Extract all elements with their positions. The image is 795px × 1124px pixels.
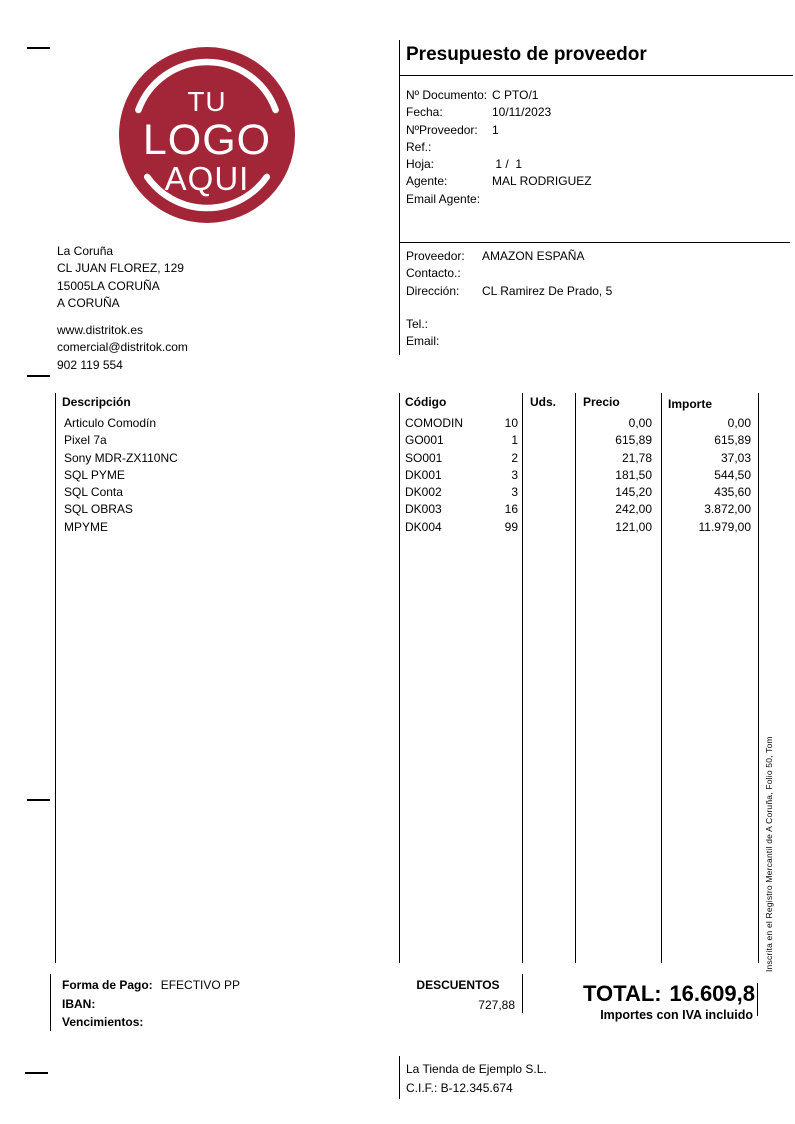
company-email: comercial@distritok.com: [57, 340, 188, 355]
doc-field-label: NºProveedor:: [406, 122, 478, 137]
item-code: DK004: [405, 519, 442, 534]
footer-cif: C.I.F.: B-12.345.674: [406, 1080, 513, 1095]
column-price: [580, 415, 652, 536]
item-units: 1: [511, 433, 518, 448]
item-code: GO001: [405, 433, 444, 448]
doc-field-label: Ref.:: [406, 139, 432, 154]
fold-mark-top: [27, 47, 50, 49]
table-rule-left: [55, 393, 56, 963]
doc-field-numero: [406, 87, 592, 104]
supplier-field-label: Proveedor:: [406, 249, 465, 263]
total-label: TOTAL:: [583, 981, 662, 1006]
item-description: Articulo Comodín: [64, 416, 157, 430]
doc-field-label: Fecha:: [406, 105, 443, 120]
supplier-field-label: Email:: [406, 334, 440, 349]
supplier-field-contacto: [406, 265, 612, 282]
supplier-field-value: AMAZON ESPAÑA: [482, 249, 585, 263]
doc-field-label: Email Agente:: [406, 191, 481, 206]
doc-field-nproveedor: [406, 122, 592, 139]
table-rule-amount: [661, 393, 662, 963]
company-address-line: 15005LA CORUÑA: [57, 278, 160, 293]
doc-field-value: 1 / 1: [492, 157, 523, 172]
header-left-rule: [399, 40, 400, 355]
payment-field-label: Vencimientos:: [62, 1015, 144, 1029]
payment-field-label: IBAN:: [62, 996, 96, 1011]
doc-field-value: 1: [492, 122, 499, 137]
item-amount: 11.979,00: [698, 519, 751, 534]
item-units: 99: [504, 519, 518, 534]
item-units: 3: [511, 467, 518, 482]
item-price: 145,20: [615, 485, 652, 500]
logo-placeholder-icon: [119, 47, 295, 223]
item-code: DK003: [405, 502, 442, 517]
total-row: [583, 981, 755, 1007]
title-underline: [399, 75, 793, 76]
item-units: 10: [504, 416, 518, 430]
payment-block: [62, 976, 240, 1032]
item-code: DK002: [405, 485, 442, 500]
item-code: DK001: [405, 467, 442, 482]
doc-field-label: Nº Documento:: [406, 88, 488, 102]
page-title: Presupuesto de proveedor: [406, 44, 647, 65]
item-price: 615,89: [615, 433, 652, 448]
discounts-label: DESCUENTOS: [416, 978, 500, 992]
footer-company-name: La Tienda de Ejemplo S.L.: [406, 1062, 547, 1076]
item-code: COMODIN: [405, 416, 463, 430]
item-amount: 0,00: [727, 416, 751, 430]
company-address-line: CL JUAN FLOREZ, 129: [57, 261, 184, 276]
supplier-field-email: [406, 333, 482, 350]
item-units: 16: [504, 502, 518, 517]
item-description: SQL Conta: [64, 485, 123, 500]
item-amount: 615,89: [714, 433, 751, 448]
column-header-description: Descripción: [62, 395, 131, 409]
item-units: 3: [511, 485, 518, 500]
doc-field-label: Hoja:: [406, 157, 435, 172]
payment-left-rule: [50, 974, 51, 1031]
item-description: Sony MDR-ZX110NC: [64, 450, 178, 465]
document-info-block: [406, 87, 592, 208]
logo-text-middle: LOGO: [142, 116, 272, 164]
total-note: Importes con IVA incluido: [600, 1008, 753, 1022]
supplier-field-label: Tel.:: [406, 317, 429, 331]
item-price: 21,78: [621, 450, 652, 465]
logo-text-top: TU: [187, 86, 227, 117]
supplier-field-label: Contacto.:: [406, 266, 461, 281]
company-address-block: [57, 243, 184, 312]
item-price: 242,00: [615, 502, 652, 517]
item-amount: 37,03: [720, 450, 751, 465]
registry-note: Inscrita en el Registro Mercantil de A Coruña, Folio 50, Tom: [764, 736, 774, 972]
supplier-top-rule: [399, 242, 790, 243]
payment-field-vencimientos: [62, 1013, 240, 1032]
doc-field-value: C PTO/1: [492, 88, 539, 102]
fold-mark-lower-middle: [27, 799, 50, 801]
item-amount: 3.872,00: [704, 502, 751, 517]
column-header-code: Código: [405, 395, 447, 409]
doc-field-hoja: [406, 156, 592, 173]
doc-field-agente: [406, 173, 592, 190]
table-rule-right: [758, 393, 759, 963]
item-price: 181,50: [615, 467, 652, 482]
supplier-contact-block: [406, 316, 482, 351]
footer-left-rule: [399, 1056, 400, 1099]
item-price: 121,00: [615, 519, 652, 534]
payment-field-forma: [62, 976, 240, 995]
doc-field-fecha: [406, 104, 592, 121]
company-contact-block: [57, 322, 188, 374]
supplier-block: [406, 248, 612, 300]
table-rule-units: [522, 393, 523, 963]
supplier-field-direccion: [406, 283, 612, 300]
company-address-line: La Coruña: [57, 244, 114, 258]
column-header-price: Precio: [583, 395, 620, 409]
column-amount: [665, 415, 751, 536]
column-header-amount: Importe: [668, 397, 713, 411]
doc-field-email-agente: [406, 191, 592, 208]
company-address-line: A CORUÑA: [57, 295, 120, 310]
total-right-rule: [757, 983, 758, 1016]
company-phone: 902 119 554: [57, 357, 123, 372]
doc-field-value: MAL RODRIGUEZ: [492, 174, 592, 189]
item-description: Pixel 7a: [64, 433, 107, 448]
payment-field-iban: [62, 995, 240, 1014]
supplier-field-proveedor: [406, 248, 612, 265]
item-description: SQL PYME: [64, 467, 125, 482]
logo-text-bottom: AQUI: [164, 160, 250, 197]
fold-mark-bottom: [25, 1072, 48, 1074]
item-description: MPYME: [64, 519, 109, 534]
table-rule-price: [575, 393, 576, 963]
company-logo: [119, 47, 295, 223]
item-price: 0,00: [628, 416, 652, 430]
supplier-field-label: Dirección:: [406, 283, 460, 298]
supplier-field-value: CL Ramirez De Prado, 5: [482, 283, 613, 298]
item-code: SO001: [405, 450, 443, 465]
company-website: www.distritok.es: [57, 323, 144, 337]
footer-block: [406, 1060, 547, 1097]
item-units: 2: [511, 450, 518, 465]
payment-field-value: EFECTIVO PP: [160, 978, 241, 992]
fold-mark-upper-middle: [27, 375, 50, 377]
discounts-right-rule: [522, 974, 523, 1013]
payment-field-label: Forma de Pago:: [62, 978, 153, 992]
item-amount: 544,50: [714, 467, 751, 482]
doc-field-label: Agente:: [406, 174, 448, 189]
discounts-value: 727,88: [478, 998, 515, 1012]
item-amount: 435,60: [714, 485, 751, 500]
column-header-units: Uds.: [530, 395, 557, 409]
total-value: 16.609,8: [669, 981, 755, 1006]
column-units: [430, 415, 518, 536]
supplier-field-tel: [406, 316, 482, 333]
doc-field-ref: [406, 139, 592, 156]
doc-field-value: 10/11/2023: [492, 105, 552, 120]
table-rule-code: [399, 393, 400, 963]
column-description: [64, 415, 178, 536]
item-description: SQL OBRAS: [64, 502, 133, 517]
